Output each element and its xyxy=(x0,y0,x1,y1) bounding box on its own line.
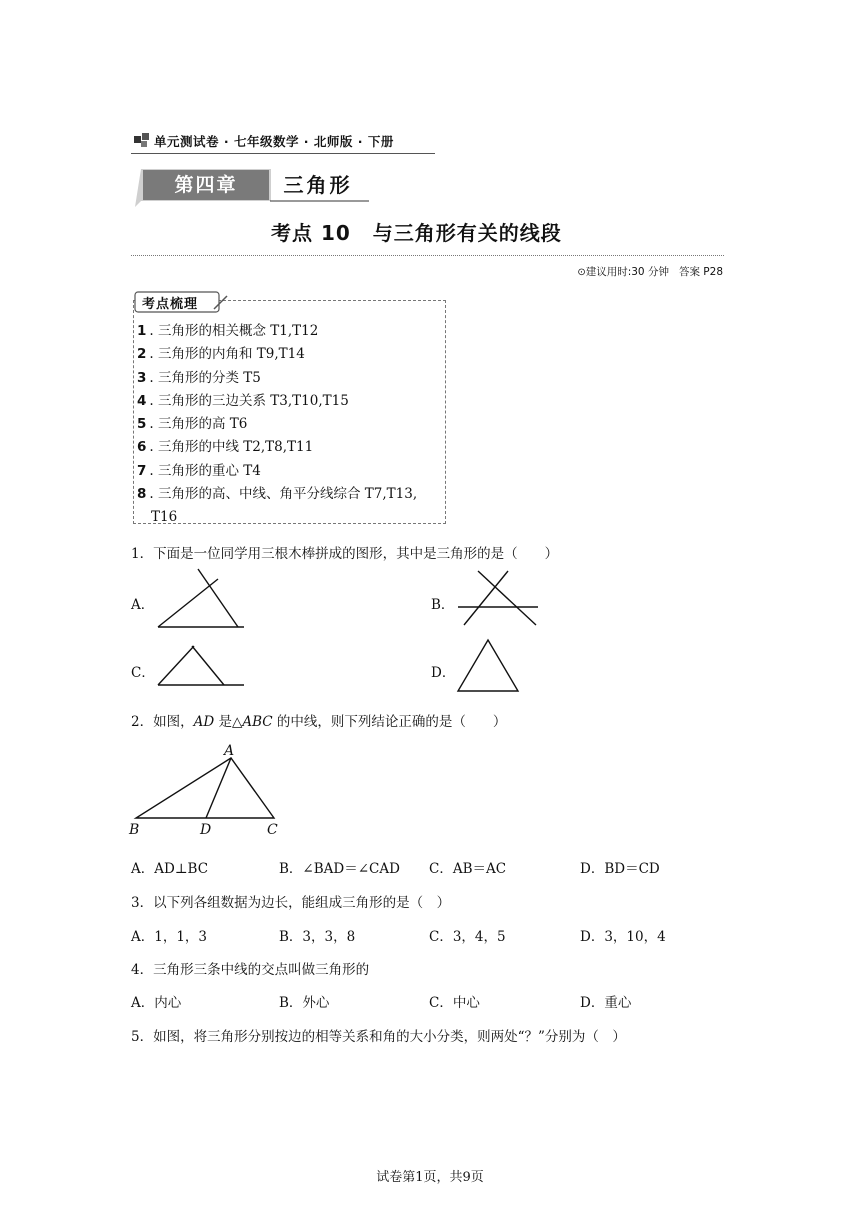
item-text: . 三角形的内角和 T9,T14 xyxy=(149,346,305,363)
knowledge-list xyxy=(137,320,442,530)
q2-option-a[interactable]: A．AD⊥BC xyxy=(131,861,209,877)
q4-option-c[interactable]: C．中心 xyxy=(429,995,480,1011)
item-text: . 三角形的高、中线、角平分线综合 T7,T13, xyxy=(149,486,418,503)
q1-option-a-label[interactable]: A． xyxy=(131,597,155,613)
item-text: . 三角形的中线 T2,T8,T11 xyxy=(149,439,314,456)
item-number: 5 xyxy=(137,416,147,433)
knowledge-item xyxy=(137,460,442,483)
knowledge-item xyxy=(137,436,442,459)
q2-option-d[interactable]: D．BD＝CD xyxy=(580,861,660,877)
knowledge-item xyxy=(137,390,442,413)
point-d-label: D xyxy=(200,822,212,838)
q4-option-d[interactable]: D．重心 xyxy=(580,995,632,1011)
q1-option-c-label[interactable]: C． xyxy=(131,665,155,681)
series-title: 单元测试卷 · 七年级数学 · 北师版 · 下册 xyxy=(154,134,394,149)
q2-stem-ad: AD xyxy=(193,714,215,730)
item-text: . 三角形的三边关系 T3,T10,T15 xyxy=(149,392,349,409)
topic-heading xyxy=(271,217,562,246)
item-number: 1 xyxy=(137,323,147,339)
q1-figure-b xyxy=(452,567,544,631)
item-number: 4 xyxy=(137,392,147,409)
answer-label: 答案 P28 xyxy=(678,266,723,278)
knowledge-item xyxy=(137,367,442,390)
item-text: . 三角形的高 T6 xyxy=(149,416,248,433)
q1-figure-d xyxy=(452,636,524,694)
q3-option-a[interactable]: A．1，1，3 xyxy=(131,929,208,945)
question-3-stem: 3．以下列各组数据为边长，能组成三角形的是（ ） xyxy=(131,895,451,911)
chapter-title: 三角形 xyxy=(283,173,353,197)
q2-option-c[interactable]: C．AB＝AC xyxy=(429,861,507,877)
q2-stem-part: 的中线，则下列结论正确的是（ ） xyxy=(272,714,507,730)
q3-option-b[interactable]: B．3，3，8 xyxy=(279,929,356,945)
q1-option-d-label[interactable]: D． xyxy=(431,665,456,681)
knowledge-tag-label: 考点梳理 xyxy=(142,297,199,312)
vertex-c-label: C xyxy=(267,822,278,838)
clock-icon: ⊙ xyxy=(577,267,586,278)
item-number: 3 xyxy=(137,369,147,386)
q2-stem-part: 是△ xyxy=(214,714,243,730)
item-number: 8 xyxy=(137,486,147,503)
item-text: . 三角形的分类 T5 xyxy=(149,369,261,386)
knowledge-item xyxy=(137,483,442,506)
q1-figure-a xyxy=(152,567,248,631)
page-footer: 试卷第1页，共9页 xyxy=(376,1170,484,1185)
topic-divider xyxy=(131,255,724,256)
q2-option-b[interactable]: B．∠BAD＝∠CAD xyxy=(279,861,400,877)
q2-stem-abc: ABC xyxy=(242,714,273,730)
item-text: . 三角形的相关概念 T1,T12 xyxy=(149,323,319,339)
vertex-a-label: A xyxy=(224,743,235,759)
knowledge-item-cont: T16 xyxy=(151,509,178,526)
knowledge-tag xyxy=(134,291,230,313)
topic-number: 考点 10 xyxy=(271,221,351,245)
item-number: 6 xyxy=(137,439,147,456)
q2-figure xyxy=(128,742,288,838)
chapter-number: 第四章 xyxy=(143,170,269,200)
q2-stem-part: 2．如图， xyxy=(131,714,194,730)
chapter-banner xyxy=(131,165,371,207)
header-rule xyxy=(131,153,435,154)
q1-option-b-label[interactable]: B． xyxy=(431,597,455,613)
vertex-b-label: B xyxy=(129,822,140,838)
knowledge-item xyxy=(137,413,442,436)
question-1-stem: 1．下面是一位同学用三根木棒拼成的图形，其中是三角形的是（ ） xyxy=(131,546,559,562)
knowledge-item xyxy=(137,320,442,343)
question-5-stem: 5．如图，将三角形分别按边的相等关系和角的大小分类，则两处“？”分别为（ ） xyxy=(131,1029,626,1045)
item-number: 7 xyxy=(137,462,147,479)
puzzle-icon xyxy=(133,131,151,149)
knowledge-item xyxy=(137,343,442,366)
item-number: 2 xyxy=(137,346,147,363)
q4-option-b[interactable]: B．外心 xyxy=(279,995,330,1011)
meta-info xyxy=(577,264,723,279)
topic-title: 与三角形有关的线段 xyxy=(372,221,562,245)
time-label: 建议用时:30 分钟 xyxy=(585,266,669,278)
question-2-stem xyxy=(131,710,506,730)
q4-option-a[interactable]: A．内心 xyxy=(131,995,182,1011)
question-4-stem: 4．三角形三条中线的交点叫做三角形的 xyxy=(131,962,370,978)
q3-option-d[interactable]: D．3，10，4 xyxy=(580,929,666,945)
q1-figure-c xyxy=(152,640,248,692)
item-text: . 三角形的重心 T4 xyxy=(149,462,261,479)
q3-option-c[interactable]: C．3，4，5 xyxy=(429,929,506,945)
